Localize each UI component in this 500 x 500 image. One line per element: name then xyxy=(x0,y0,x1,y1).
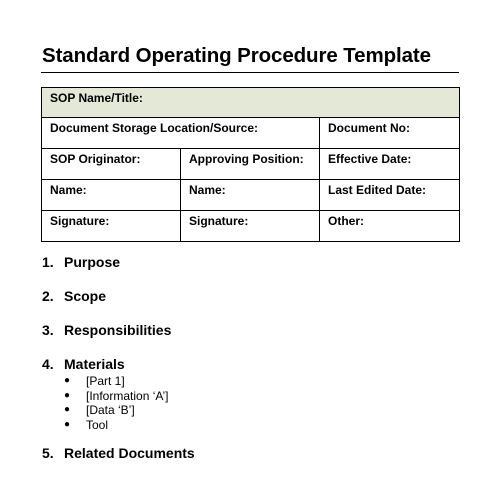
list-item: ● [Part 1] xyxy=(64,374,125,388)
list-item: ● [Data ‘B’] xyxy=(64,403,135,417)
section-number: 2. xyxy=(42,288,54,304)
table-row xyxy=(42,88,460,118)
table-row xyxy=(42,180,460,211)
section-title: Related Documents xyxy=(64,445,195,461)
bullet-icon: ● xyxy=(64,404,71,415)
originator-name-cell[interactable]: Name: xyxy=(42,180,181,211)
bullet-icon: ● xyxy=(64,418,71,430)
section-title: Scope xyxy=(64,288,107,304)
document-title: Standard Operating Procedure Template xyxy=(42,44,431,67)
bullet-icon: ● xyxy=(64,389,71,401)
section-title: Responsibilities xyxy=(64,322,172,338)
materials-list xyxy=(42,374,462,432)
section-materials xyxy=(42,356,462,373)
list-item: ● [Information ‘A’] xyxy=(64,388,169,403)
last-edited-date-cell[interactable]: Last Edited Date: xyxy=(320,180,460,211)
sop-name-title-cell[interactable]: SOP Name/Title: xyxy=(42,88,460,118)
table-row xyxy=(42,118,460,149)
other-cell[interactable]: Other: xyxy=(320,211,460,242)
section-responsibilities xyxy=(42,322,462,339)
section-number: 3. xyxy=(42,322,54,338)
section-purpose xyxy=(42,254,462,271)
section-number: 4. xyxy=(42,356,54,372)
storage-location-cell[interactable]: Document Storage Location/Source: xyxy=(42,118,320,149)
sop-info-table xyxy=(41,87,460,242)
table-row xyxy=(42,149,460,180)
originator-cell[interactable]: SOP Originator: xyxy=(42,149,181,180)
section-number: 1. xyxy=(42,254,54,270)
list-item: ● Tool xyxy=(64,417,109,432)
title-underline xyxy=(41,72,459,73)
section-scope xyxy=(42,288,462,305)
approving-position-cell[interactable]: Approving Position: xyxy=(181,149,320,180)
approver-name-cell[interactable]: Name: xyxy=(181,180,320,211)
effective-date-cell[interactable]: Effective Date: xyxy=(320,149,460,180)
approver-signature-cell[interactable]: Signature: xyxy=(181,211,320,242)
section-title: Materials xyxy=(64,356,125,372)
table-row xyxy=(42,211,460,242)
document-no-cell[interactable]: Document No: xyxy=(320,118,460,149)
originator-signature-cell[interactable]: Signature: xyxy=(42,211,181,242)
section-number: 5. xyxy=(42,445,54,461)
section-list xyxy=(42,254,462,462)
bullet-icon: ● xyxy=(64,375,71,386)
section-related-documents xyxy=(42,445,462,462)
section-title: Purpose xyxy=(64,254,121,270)
